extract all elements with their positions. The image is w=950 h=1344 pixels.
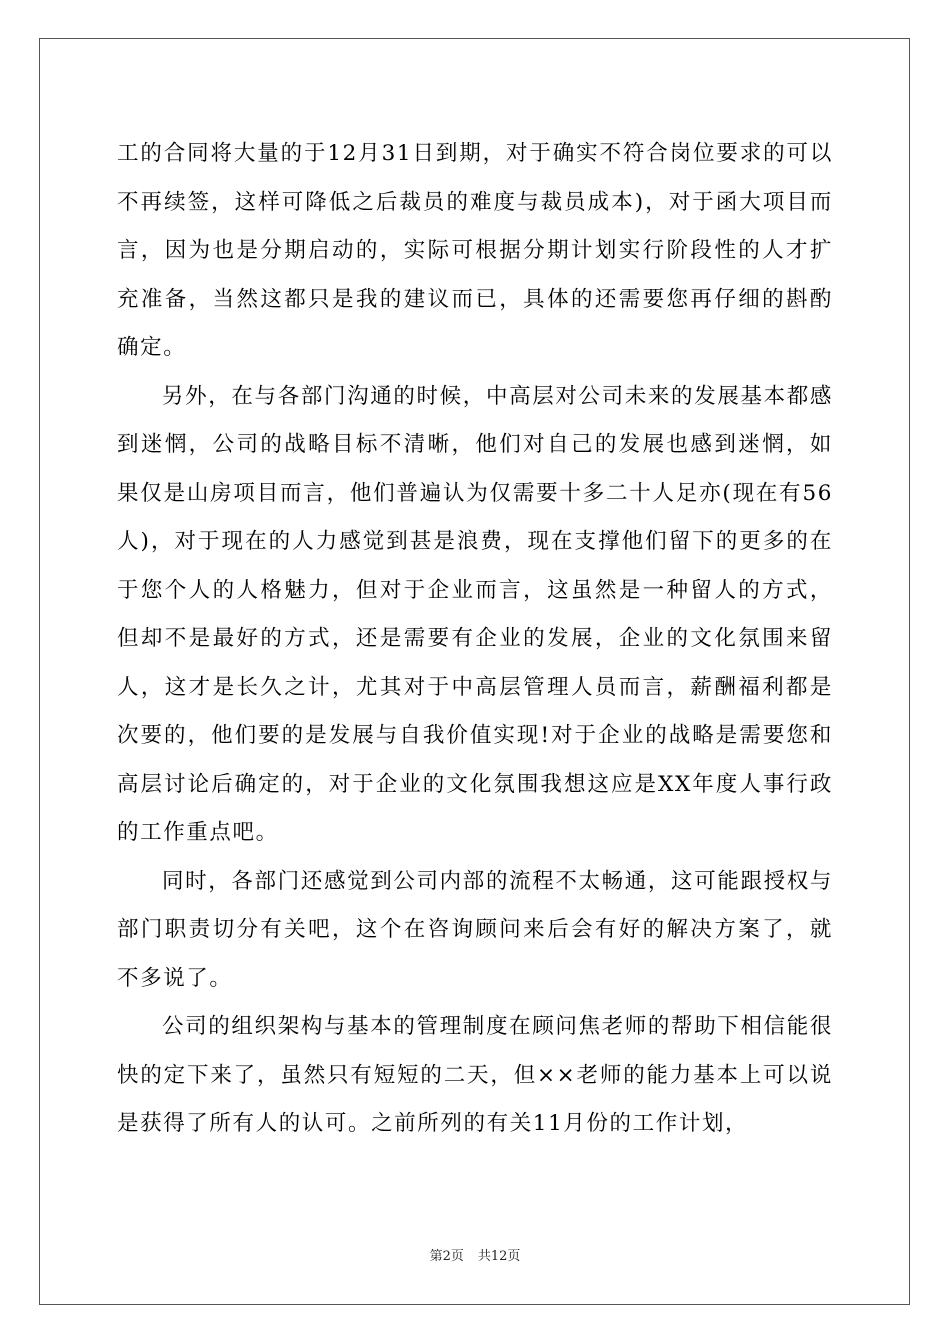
paragraph-process: 同时，各部门还感觉到公司内部的流程不太畅通，这可能跟授权与部门职责切分有关吧，这个在咨询顾问来后会有好的解决方案了，就不多说了。 xyxy=(117,868,833,991)
page-total: 共12页 xyxy=(477,1249,521,1264)
paragraph-continued: 工的合同将大量的于12月31日到期，对于确实不符合岗位要求的可以不再续签，这样可降低之后裁员的难度与裁员成本)，对于函大项目而言，因为也是分期启动的，实际可根据分期计划实行阶段性的人才扩充准备，当然这都只是我的建议而已，具体的还需要您再仔细的斟酌确定。 xyxy=(117,141,833,360)
document-body xyxy=(117,130,833,1149)
page-number: 第2页 xyxy=(429,1249,464,1264)
paragraph-organization: 公司的组织架构与基本的管理制度在顾问焦老师的帮助下相信能很快的定下来了，虽然只有短短的二天，但××老师的能力基本上可以说是获得了所有人的认可。之前所列的有关11月份的工作计划， xyxy=(117,1014,833,1136)
page-footer xyxy=(0,1248,950,1266)
paragraph-strategy: 另外，在与各部门沟通的时候，中高层对公司未来的发展基本都感到迷惘，公司的战略目标不清晰，他们对自己的发展也感到迷惘，如果仅是山房项目而言，他们普遍认为仅需要十多二十人足亦(现在有56人)，对于现在的人力感觉到甚是浪费，现在支撑他们留下的更多的在于您个人的人格魅力，但对于企业而言，这虽然是一种留人的方式，但却不是最好的方式，还是需要有企业的发展，企业的文化氛围来留人，这才是长久之计，尤其对于中高层管理人员而言，薪酬福利都是次要的，他们要的是发展与自我价值实现!对于企业的战略是需要您和高层讨论后确定的，对于企业的文化氛围我想这应是XX年度人事行政的工作重点吧。 xyxy=(117,383,833,845)
